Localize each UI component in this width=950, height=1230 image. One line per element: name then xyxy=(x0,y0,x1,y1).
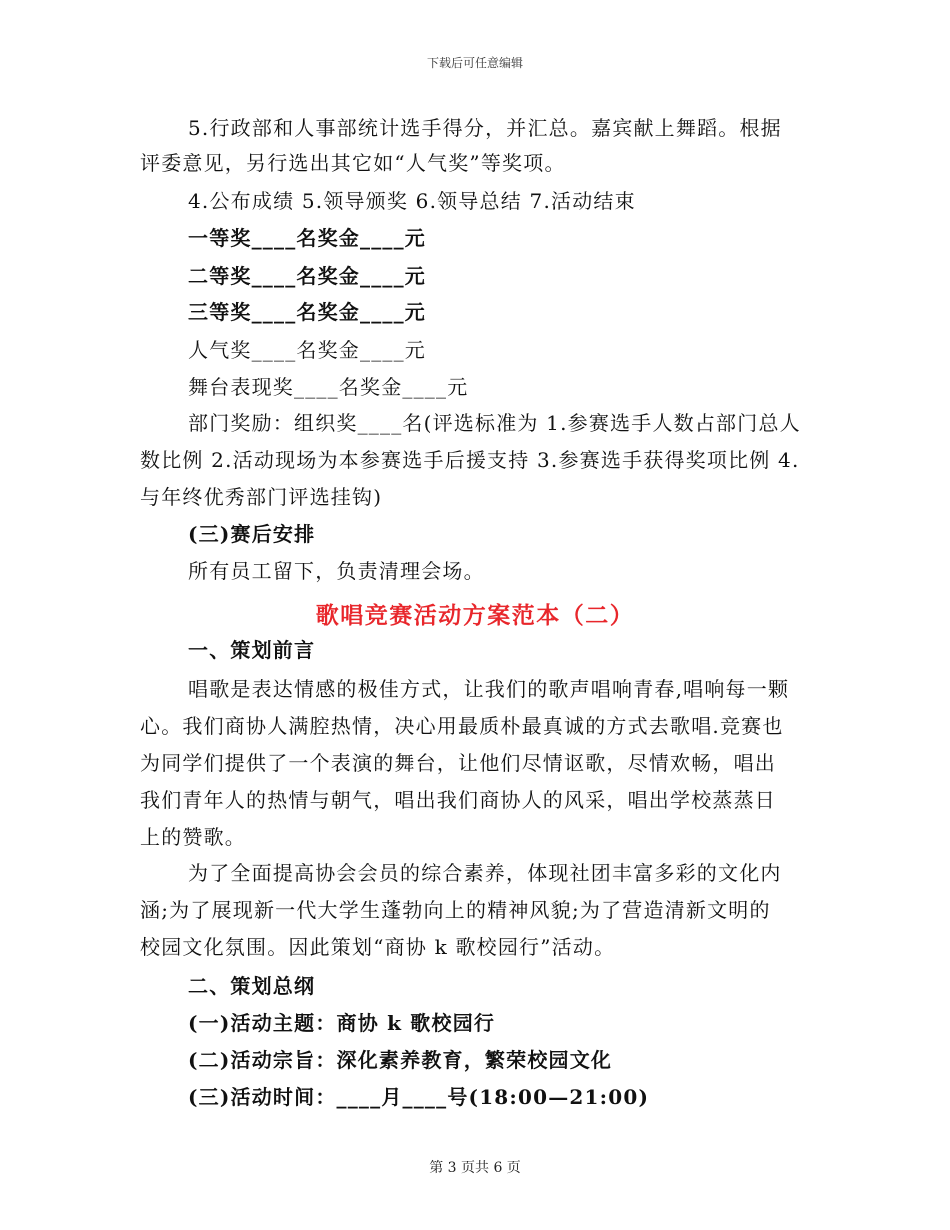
paragraph-line: 唱歌是表达情感的极佳方式，让我们的歌声唱响青春,唱响每一颗 xyxy=(188,677,790,701)
activity-item: (三)活动时间：____月____号(18:00—21:00) xyxy=(188,1085,650,1109)
activity-item: (二)活动宗旨：深化素养教育，繁荣校园文化 xyxy=(188,1048,613,1072)
prize-line: 舞台表现奖____名奖金____元 xyxy=(188,375,469,399)
section-heading: 二、策划总纲 xyxy=(188,974,316,998)
paragraph-line: 为同学们提供了一个表演的舞台，让他们尽情讴歌，尽情欢畅，唱出 xyxy=(140,751,776,775)
page-header: 下载后可任意编辑 xyxy=(426,56,523,70)
paragraph-line: 校园文化氛围。因此策划“商协 k 歌校园行”活动。 xyxy=(140,935,616,959)
activity-item: (一)活动主题：商协 k 歌校园行 xyxy=(188,1011,496,1035)
paragraph-line: 我们青年人的热情与朝气，唱出我们商协人的风采，唱出学校蒸蒸日 xyxy=(140,788,776,812)
prize-line: 二等奖____名奖金____元 xyxy=(188,264,426,288)
prize-line: 人气奖____名奖金____元 xyxy=(188,338,426,362)
section-heading: 一、策划前言 xyxy=(188,638,316,662)
paragraph-line: 与年终优秀部门评选挂钩) xyxy=(140,485,383,509)
page-footer: 第 3 页共 6 页 xyxy=(429,1160,521,1176)
paragraph-line: 所有员工留下，负责清理会场。 xyxy=(188,559,485,583)
section-heading: (三)赛后安排 xyxy=(188,522,316,546)
paragraph-line: 4.公布成绩 5.领导颁奖 6.领导总结 7.活动结束 xyxy=(188,189,636,213)
paragraph-line: 为了全面提高协会会员的综合素养，体现社团丰富多彩的文化内 xyxy=(188,861,782,885)
paragraph-line: 上的赞歌。 xyxy=(140,825,246,849)
paragraph-line: 部门奖励：组织奖____名(评选标准为 1.参赛选手人数占部门总人 xyxy=(188,411,801,435)
prize-line: 一等奖____名奖金____元 xyxy=(188,226,426,250)
prize-line: 三等奖____名奖金____元 xyxy=(188,300,426,324)
paragraph-line: 数比例 2.活动现场为本参赛选手后援支持 3.参赛选手获得奖项比例 4. xyxy=(140,448,800,472)
document-title: 歌唱竞赛活动方案范本（二） xyxy=(315,602,635,629)
paragraph-line: 心。我们商协人满腔热情，决心用最质朴最真诚的方式去歌唱.竞赛也 xyxy=(140,714,784,738)
paragraph-line: 评委意见，另行选出其它如“人气奖”等奖项。 xyxy=(140,151,566,175)
paragraph-line: 5.行政部和人事部统计选手得分，并汇总。嘉宾献上舞蹈。根据 xyxy=(188,116,782,140)
paragraph-line: 涵;为了展现新一代大学生蓬勃向上的精神风貌;为了营造清新文明的 xyxy=(140,898,771,922)
